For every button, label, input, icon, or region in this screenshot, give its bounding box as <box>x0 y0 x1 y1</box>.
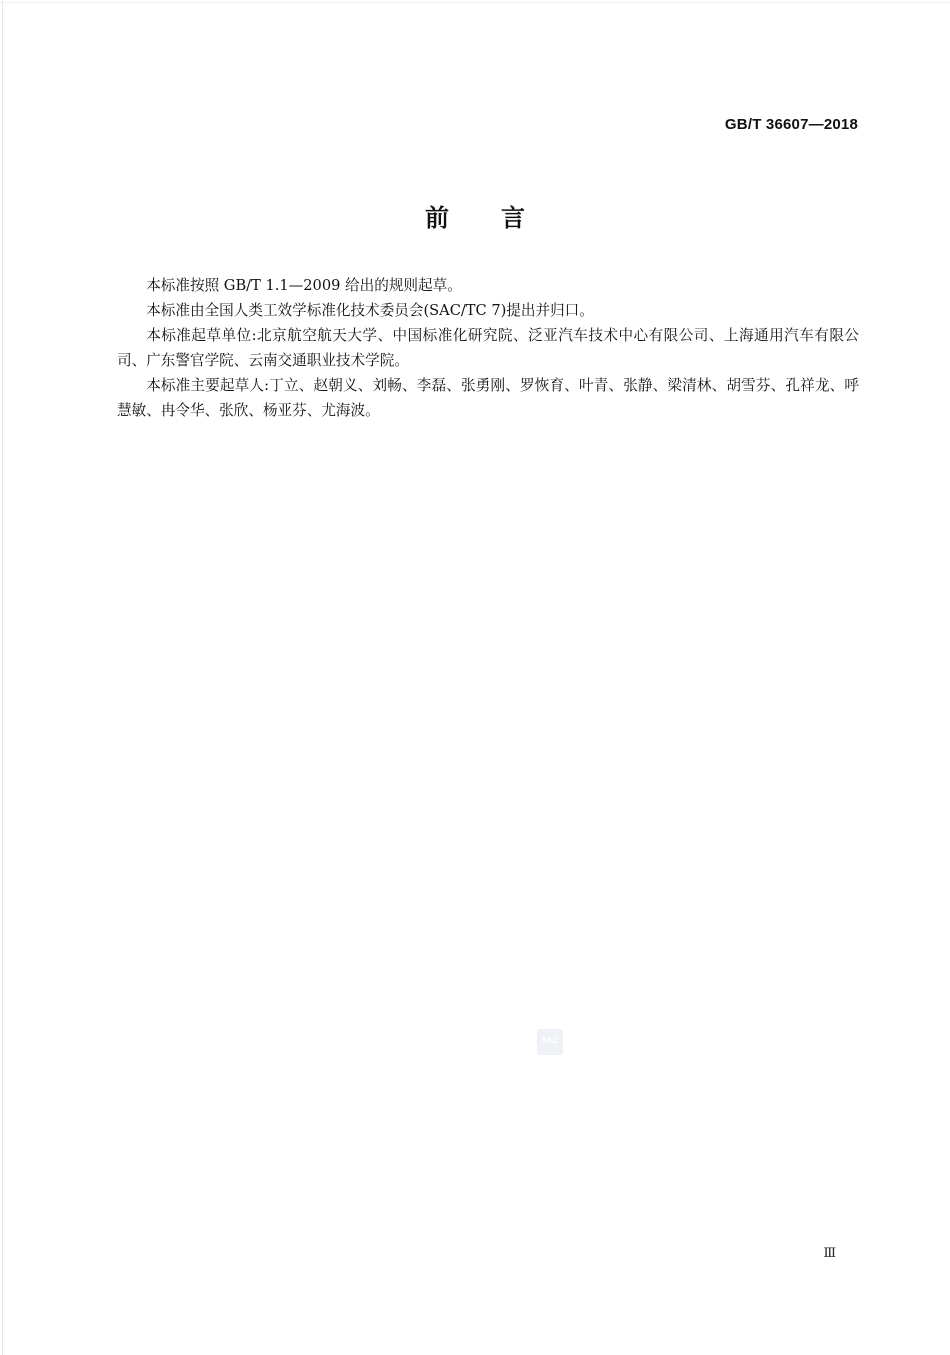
preface-heading: 前言 <box>425 204 577 232</box>
paragraph-drafting-rules: 本标准按照 GB/T 1.1—2009 给出的规则起草。 <box>146 277 462 294</box>
watermark-text: SAC <box>541 1036 559 1045</box>
standard-code: GB/T 36607—2018 <box>724 116 858 133</box>
paragraph-proposer: 本标准由全国人类工效学标准化技术委员会(SAC/TC 7)提出并归口。 <box>146 302 594 319</box>
preface-body <box>117 273 859 423</box>
paragraph-main-drafters: 本标准主要起草人:丁立、赵朝义、刘畅、李磊、张勇刚、罗恢育、叶青、张静、梁清林、胡雪芬、孔祥龙、呼慧敏、冉令华、张欣、杨亚芬、尤海波。 <box>117 377 859 419</box>
paragraph-drafting-units: 本标准起草单位:北京航空航天大学、中国标准化研究院、泛亚汽车技术中心有限公司、上海通用汽车有限公司、广东警官学院、云南交通职业技术学院。 <box>117 327 859 369</box>
sac-watermark-logo <box>537 1029 563 1055</box>
page-edge-top <box>0 2 950 3</box>
page-number: Ⅲ <box>823 1246 836 1261</box>
